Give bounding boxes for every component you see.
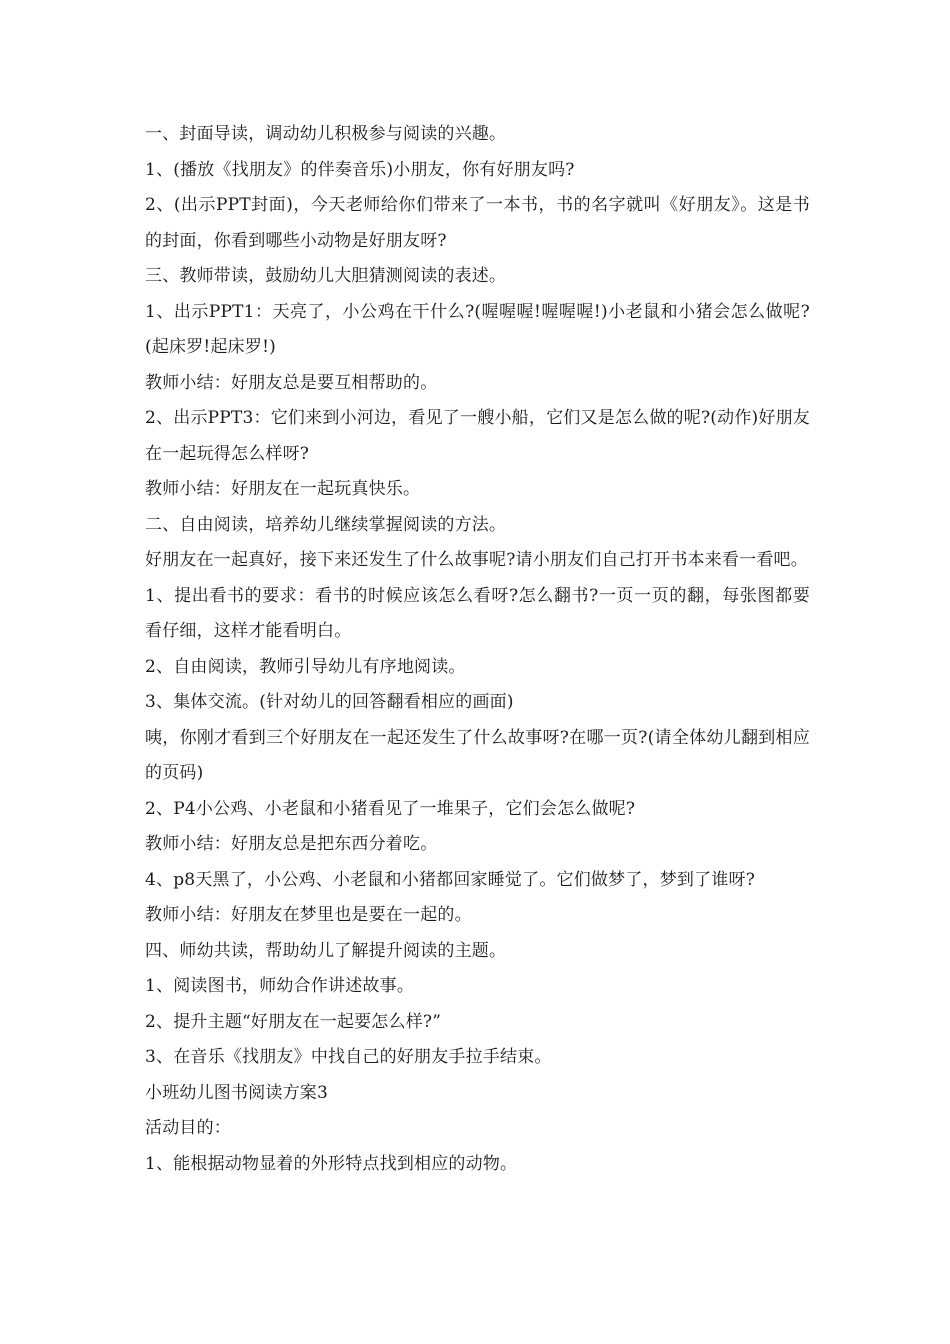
paragraph: 2、(出示PPT封面)，今天老师给你们带来了一本书，书的名字就叫《好朋友》。这是书的封面，你看到哪些小动物是好朋友呀? bbox=[145, 195, 810, 251]
paragraph: 1、阅读图书，师幼合作讲述故事。 bbox=[145, 976, 415, 996]
paragraph: 教师小结：好朋友在一起玩真快乐。 bbox=[145, 479, 421, 499]
paragraph: 一、封面导读，调动幼儿积极参与阅读的兴趣。 bbox=[145, 124, 507, 144]
paragraph: 教师小结：好朋友总是要互相帮助的。 bbox=[145, 372, 438, 393]
paragraph: 1、能根据动物显着的外形特点找到相应的动物。 bbox=[145, 1153, 518, 1174]
paragraph: 2、自由阅读，教师引导幼儿有序地阅读。 bbox=[145, 656, 466, 677]
paragraph: 好朋友在一起真好，接下来还发生了什么故事呢?请小朋友们自己打开书本来看一看吧。 bbox=[145, 550, 808, 570]
paragraph: 4、p8天黑了，小公鸡、小老鼠和小猪都回家睡觉了。它们做梦了，梦到了谁呀? bbox=[145, 869, 756, 890]
paragraph: 3、集体交流。(针对幼儿的回答翻看相应的画面) bbox=[145, 692, 514, 712]
document-body bbox=[145, 117, 810, 1182]
paragraph: 1、出示PPT1：天亮了，小公鸡在干什么?(喔喔喔!喔喔喔!)小老鼠和小猪会怎么做呢?(起床罗!起床罗!) bbox=[145, 301, 810, 357]
paragraph: 1、提出看书的要求：看书的时候应该怎么看呀?怎么翻书?一页一页的翻，每张图都要看仔细，这样才能看明白。 bbox=[145, 585, 810, 641]
paragraph: 教师小结：好朋友总是把东西分着吃。 bbox=[145, 834, 438, 854]
paragraph: 四、师幼共读，帮助幼儿了解提升阅读的主题。 bbox=[145, 940, 507, 961]
section-title: 小班幼儿图书阅读方案3 bbox=[145, 1082, 329, 1103]
paragraph: 2、P4小公鸡、小老鼠和小猪看见了一堆果子，它们会怎么做呢? bbox=[145, 798, 636, 819]
paragraph: 三、教师带读，鼓励幼儿大胆猜测阅读的表述。 bbox=[145, 266, 507, 286]
paragraph: 3、在音乐《找朋友》中找自己的好朋友手拉手结束。 bbox=[145, 1047, 552, 1067]
paragraph: 2、出示PPT3：它们来到小河边，看见了一艘小船，它们又是怎么做的呢?(动作)好朋友在一起玩得怎么样呀? bbox=[145, 408, 810, 464]
paragraph: 1、(播放《找朋友》的伴奏音乐)小朋友，你有好朋友吗? bbox=[145, 159, 575, 180]
paragraph: 咦，你刚才看到三个好朋友在一起还发生了什么故事呀?在哪一页?(请全体幼儿翻到相应的页码) bbox=[145, 727, 810, 783]
paragraph: 2、提升主题“好朋友在一起要怎么样?” bbox=[145, 1011, 442, 1032]
paragraph: 二、自由阅读，培养幼儿继续掌握阅读的方法。 bbox=[145, 514, 507, 535]
paragraph: 教师小结：好朋友在梦里也是要在一起的。 bbox=[145, 905, 472, 925]
paragraph: 活动目的： bbox=[145, 1118, 231, 1138]
